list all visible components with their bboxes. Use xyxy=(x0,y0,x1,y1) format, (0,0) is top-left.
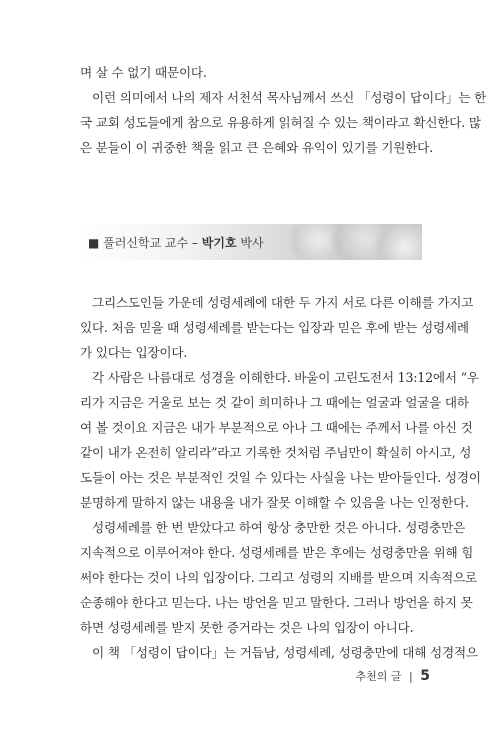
text-line: 도들이 아는 것은 부분적인 것일 수 있다는 사실을 나는 받아들인다. 성경이 xyxy=(80,470,481,485)
text-line: 그리스도인들 가운데 성령세례에 대한 두 가지 서로 다른 이해를 가지고 xyxy=(92,295,474,310)
text-line: 분명하게 말하지 않는 내용을 내가 잘못 이해할 수 있음을 나는 인정한다. xyxy=(80,495,469,510)
flower-decoration xyxy=(374,224,422,260)
page-footer xyxy=(340,668,430,684)
text-line: 이 책 「성령이 답이다」는 거듭남, 성령세례, 성령충만에 대해 성경적으 xyxy=(92,645,478,660)
author-title: 박사 xyxy=(240,236,264,250)
author-banner xyxy=(78,224,422,260)
text-line: 리가 지금은 거울로 보는 것 같이 희미하나 그 때에는 얼굴과 얼굴을 대하 xyxy=(80,395,469,410)
paragraph-body xyxy=(80,290,481,665)
author-name: 박기호 xyxy=(201,236,237,250)
text-line: 있다. 처음 믿을 때 성령세례를 받는다는 입장과 믿은 후에 받는 성령세례 xyxy=(80,320,469,335)
banner-prefix: ■ 풀러신학교 교수 – xyxy=(88,236,198,250)
text-line: 여 볼 것이요 지금은 내가 부분적으로 아나 그 때에는 주께서 나를 아신 것 xyxy=(80,420,473,435)
text-line: 며 살 수 없기 때문이다. xyxy=(80,65,207,80)
paragraph-intro xyxy=(80,60,487,160)
page-number: 5 xyxy=(420,668,430,684)
section-label: 추천의 글 xyxy=(355,670,402,683)
text-line: 성령세례를 한 번 받았다고 하여 항상 충만한 것은 아니다. 성령충만은 xyxy=(92,520,466,535)
text-line: 하면 성령세례를 받지 못한 증거라는 것은 나의 입장이 아니다. xyxy=(80,620,414,635)
text-line: 써야 한다는 것이 나의 입장이다. 그리고 성령의 지배를 받으며 지속적으로 xyxy=(80,570,477,585)
footer-separator: | xyxy=(409,670,413,683)
text-line: 같이 내가 온전히 알리라”라고 기록한 것처럼 주님만이 확실히 아시고, 성 xyxy=(80,445,472,460)
text-line: 순종해야 한다고 믿는다. 나는 방언을 믿고 말한다. 그러나 방언을 하지 못 xyxy=(80,595,473,610)
text-line: 지속적으로 이루어져야 한다. 성령세례를 받은 후에는 성령충만을 위해 힘 xyxy=(80,545,474,560)
text-line: 은 분들이 이 귀중한 책을 읽고 큰 은혜와 유익이 있기를 기원한다. xyxy=(80,140,433,155)
text-line: 이런 의미에서 나의 제자 서천석 목사님께서 쓰신 「성령이 답이다」는 한 xyxy=(92,90,487,105)
banner-caption xyxy=(88,234,264,251)
text-line: 가 있다는 입장이다. xyxy=(80,345,188,360)
text-line: 국 교회 성도들에게 참으로 유용하게 읽혀질 수 있는 책이라고 확신한다. 많 xyxy=(80,115,481,130)
text-line: 각 사람은 나름대로 성경을 이해한다. 바울이 고린도전서 13:12에서 “우 xyxy=(92,370,479,385)
